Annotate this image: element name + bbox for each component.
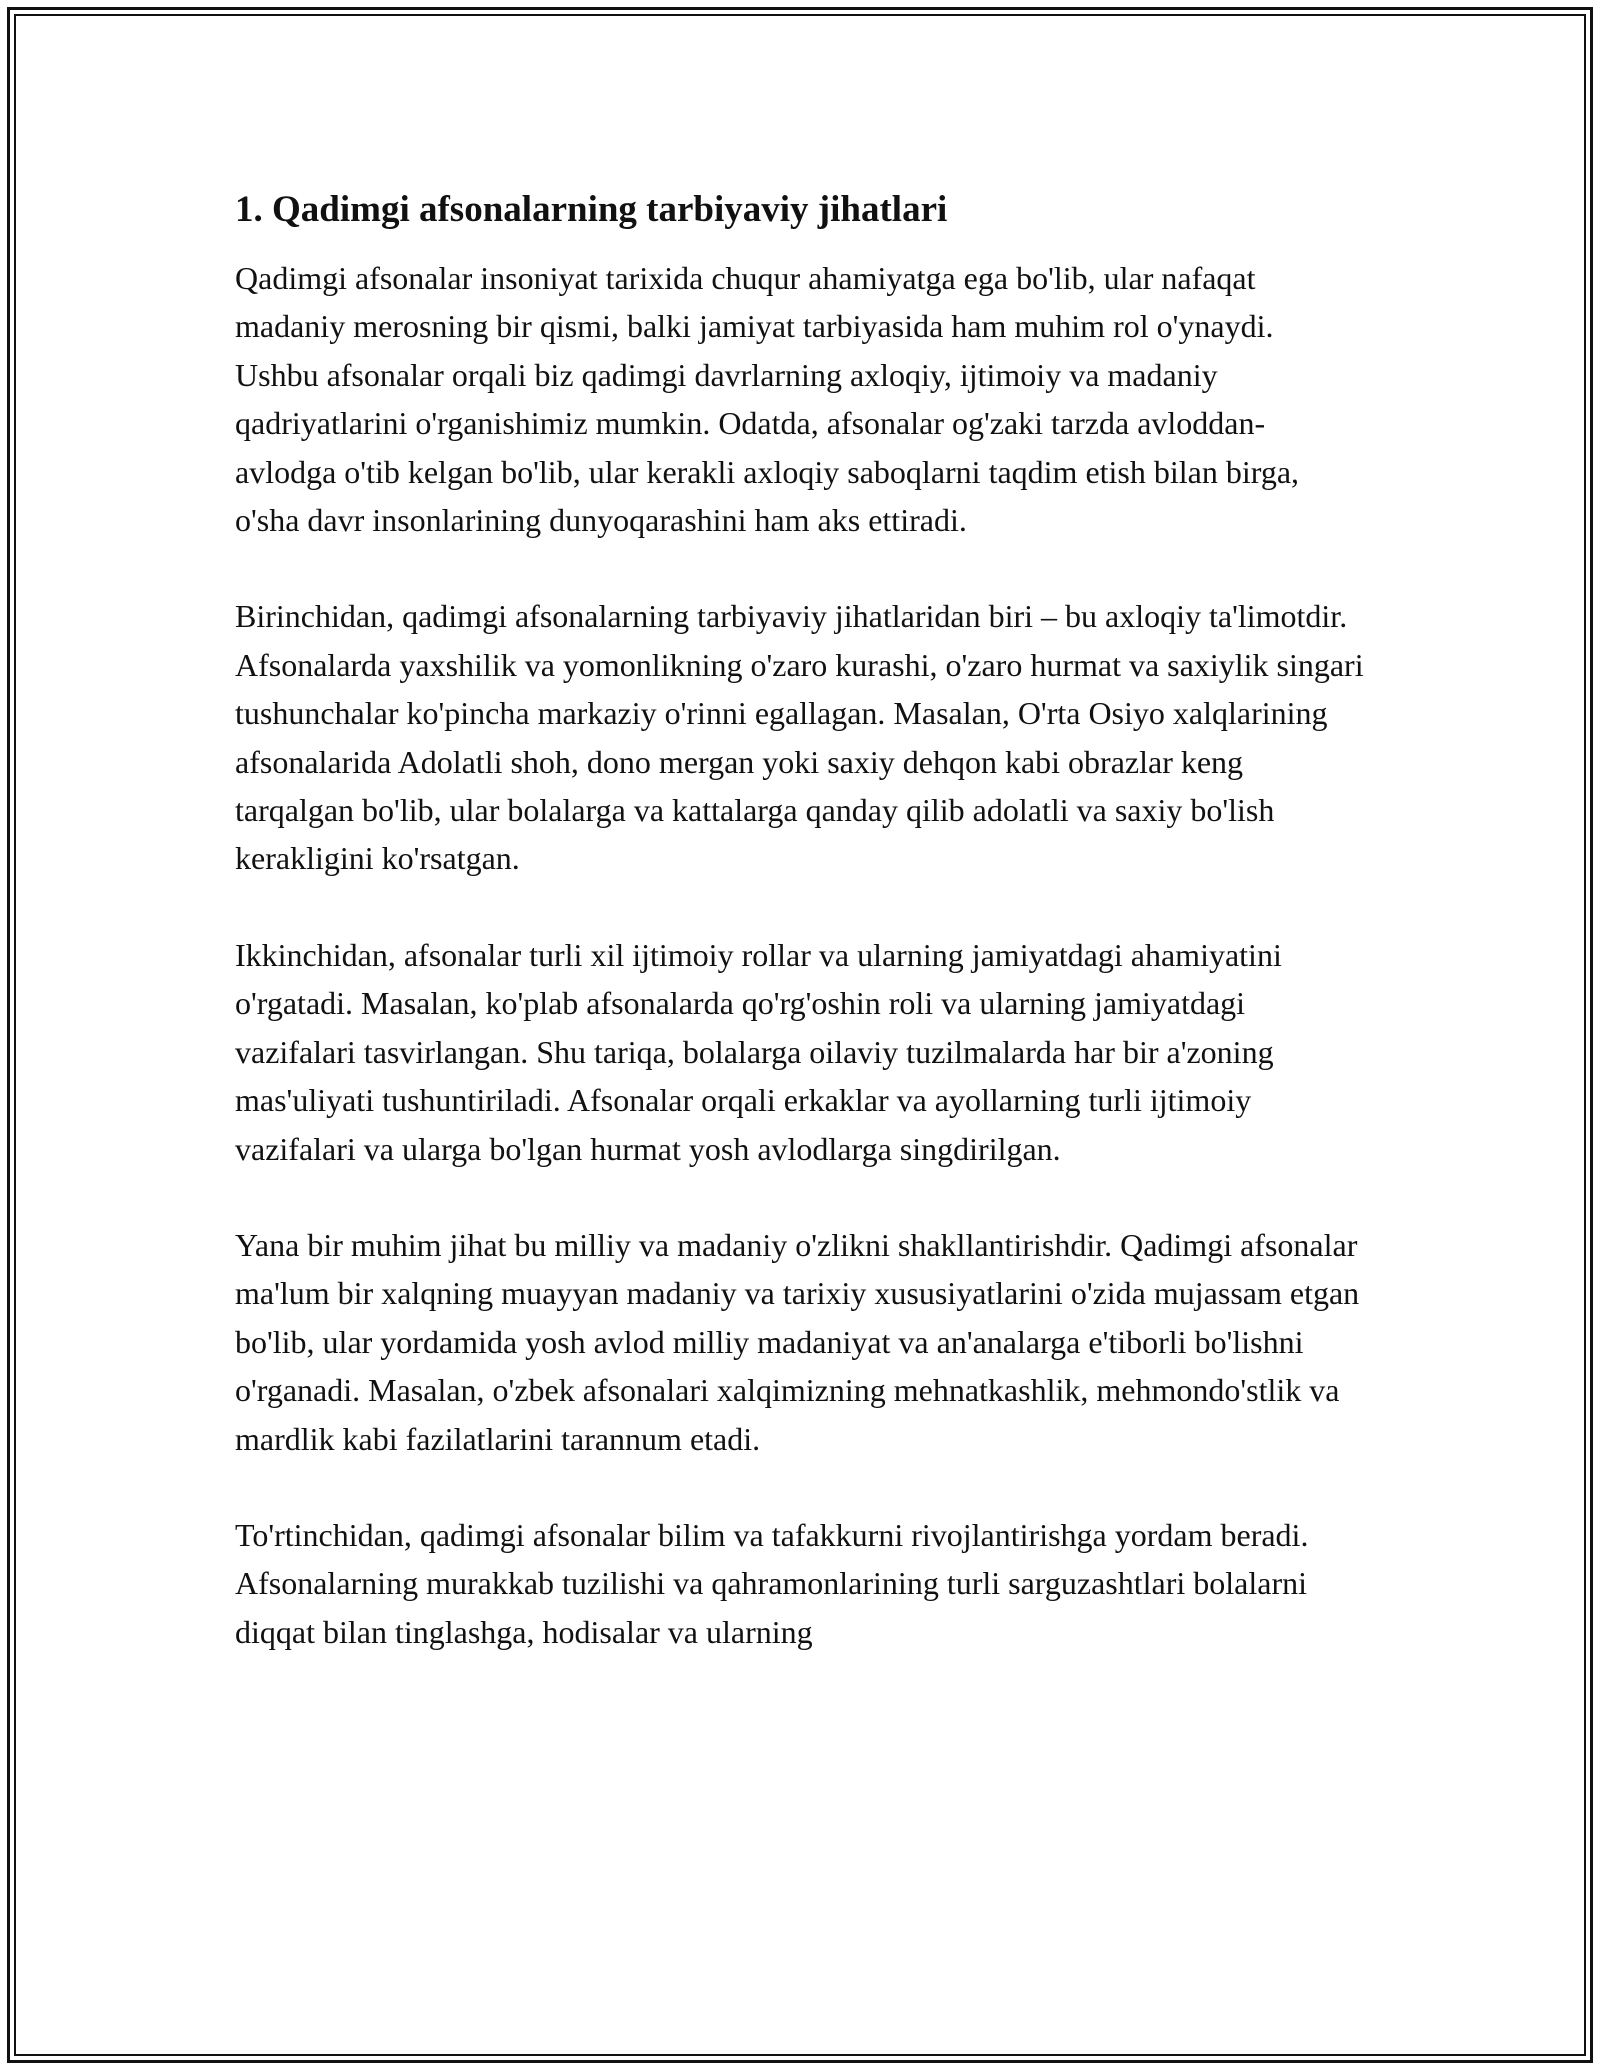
paragraph-5: To'rtinchidan, qadimgi afsonalar bilim va tafakkurni rivojlantirishga yordam beradi. Afsonalarning murakkab tuzilishi va qahramonlarining turli sarguzashtlari bolalarni diqqat bilan tinglashga, hodisalar va ularning <box>235 1516 1309 1650</box>
paragraph-3: Ikkinchidan, afsonalar turli xil ijtimoiy rollar va ularning jamiyatdagi ahamiyatini o'rgatadi. Masalan, ko'plab afsonalarda qo'rg'oshin roli va ularning jamiyatdagi vazifalari tasvirlangan. Shu tariqa, bolalarga oilaviy tuzilmalarda har bir a'zoning mas'uliyati tushuntiriladi. Afsonalar orqali erkaklar va ayollarning turli ijtimoiy vazifalari va ularga bo'lgan hurmat yosh avlodlarga singdirilgan. <box>235 936 1282 1167</box>
section-heading: 1. Qadimgi afsonalarning tarbiyaviy jihatlari <box>235 189 948 230</box>
paragraph-2: Birinchidan, qadimgi afsonalarning tarbiyaviy jihatlaridan biri – bu axloqiy ta'limotdir. Afsonalarda yaxshilik va yomonlikning o'zaro kurashi, o'zaro hurmat va saxiylik singari tushunchalar ko'pincha markaziy o'rinni egallagan. Masalan, O'rta Osiyo xalqlarining afsonalarida Adolatli shoh, dono mergan yoki saxiy dehqon kabi obrazlar keng tarqalgan bo'lib, ular bolalarga va kattalarga qanday qilib adolatli va saxiy bo'lish kerakligini ko'rsatgan. <box>235 598 1364 877</box>
paragraph-1: Qadimgi afsonalar insoniyat tarixida chuqur ahamiyatga ega bo'lib, ular nafaqat madaniy merosning bir qismi, balki jamiyat tarbiyasida ham muhim rol o'ynaydi. Ushbu afsonalar orqali biz qadimgi davrlarning axloqiy, ijtimoiy va madaniy qadriyatlarini o'rganishimiz mumkin. Odatda, afsonalar og'zaki tarzda avloddan-avlodga o'tib kelgan bo'lib, ular kerakli axloqiy saboqlarni taqdim etish bilan birga, o'sha davr insonlarining dunyoqarashini ham aks ettiradi. <box>235 260 1300 539</box>
paragraph-4: Yana bir muhim jihat bu milliy va madaniy o'zlikni shakllantirishdir. Qadimgi afsonalar ma'lum bir xalqning muayyan madaniy va tarixiy xususiyatlarini o'zida mujassam etgan bo'lib, ular yordamida yosh avlod milliy madaniyat va an'analarga e'tiborli bo'lishni o'rganadi. Masalan, o'zbek afsonalari xalqimizning mehnatkashlik, mehmondo'stlik va mardlik kabi fazilatlarini tarannum etadi. <box>235 1226 1360 1457</box>
document-body <box>235 186 1365 1656</box>
